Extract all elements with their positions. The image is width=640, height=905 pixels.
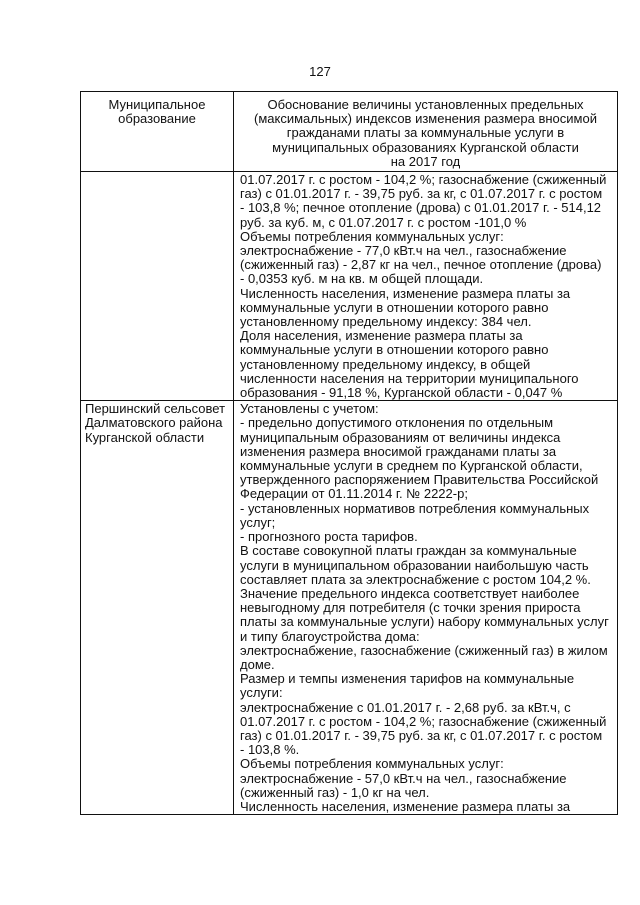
- text-line: коммунальные услуги в среднем по Курганской области,: [240, 458, 583, 474]
- text-line: газ) с 01.01.2017 г. - 39,75 руб. за кг, с 01.07.2017 г. с ростом: [240, 186, 603, 202]
- text-line: установленному предельному индексу: 384 чел.: [240, 314, 532, 330]
- header-text-line: Обоснование величины установленных предельных: [267, 97, 584, 112]
- header-text-line: (максимальных) индексов изменения размера вносимой: [254, 111, 597, 127]
- text-line: В составе совокупной платы граждан за коммунальные: [240, 543, 577, 559]
- text-line: Численность населения, изменение размера платы за: [240, 798, 571, 814]
- header-text-line: Муниципальное: [108, 97, 206, 112]
- header-municipality: [81, 92, 234, 172]
- text-line: - 103,8 %; печное отопление (дрова) с 01.01.2017 г. - 514,12: [240, 200, 602, 216]
- table-row: [81, 401, 618, 815]
- text-line: численности населения на территории муниципального: [240, 370, 579, 386]
- justification-cell: [234, 401, 618, 815]
- text-line: составляет плата за электроснабжение с ростом 104,2 %.: [240, 571, 591, 587]
- text-line: платы за коммунальные услуги) набору коммунальных услуг: [240, 614, 609, 630]
- header-justification: [234, 92, 618, 172]
- municipality-cell: [81, 172, 234, 401]
- page-number: 127: [309, 64, 331, 79]
- text-line: утвержденного распоряжением Правительства Российской: [240, 472, 599, 488]
- text-line: услуги:: [240, 685, 283, 701]
- text-line: - установленных нормативов потребления коммунальных: [240, 500, 590, 516]
- text-line: Значение предельного индекса соответствует наиболее: [240, 585, 580, 601]
- text-line: Численность населения, изменение размера платы за: [240, 285, 571, 301]
- text-line: и типу благоустройства дома:: [240, 628, 420, 644]
- text-line: (сжиженный газ) - 1,0 кг на чел.: [240, 784, 430, 800]
- text-line: Федерации от 01.11.2014 г. № 2222-р;: [240, 486, 468, 502]
- text-line: коммунальные услуги в отношении которого равно: [240, 342, 549, 358]
- text-line: Объемы потребления коммунальных услуг:: [240, 228, 504, 244]
- text-line: услуги в муниципальном образовании наибольшую часть: [240, 557, 589, 573]
- municipality-name-line: Першинский сельсовет: [85, 401, 226, 417]
- text-line: 01.07.2017 г. с ростом - 104,2 %; газоснабжение (сжиженный: [240, 713, 607, 729]
- municipality-name-line: Курганской области: [85, 429, 205, 445]
- text-line: коммунальные услуги в отношении которого равно: [240, 299, 549, 315]
- text-line: 01.07.2017 г. с ростом - 104,2 %; газоснабжение (сжиженный: [240, 172, 607, 188]
- municipality-name-line: Далматовского района: [85, 415, 223, 431]
- header-text-line: образование: [118, 111, 196, 127]
- text-line: образования - 91,18 %, Курганской области - 0,047 %: [240, 385, 563, 401]
- header-text-line: муниципальных образованиях Курганской области: [272, 139, 579, 155]
- text-line: доме.: [240, 656, 275, 672]
- text-line: муниципальным образованиям от величины индекса: [240, 429, 561, 445]
- text-line: невыгодному для потребителя (с точки зрения прироста: [240, 600, 581, 616]
- text-line: - прогнозного роста тарифов.: [240, 529, 418, 545]
- text-line: Установлены с учетом:: [240, 401, 379, 417]
- municipality-cell: [81, 401, 234, 815]
- justification-cell: [234, 172, 618, 401]
- text-line: (сжиженный газ) - 2,87 кг на чел., печное отопление (дрова): [240, 257, 602, 273]
- justification-table: [80, 91, 618, 815]
- text-line: электроснабжение с 01.01.2017 г. - 2,68 руб. за кВт.ч, с: [240, 699, 571, 715]
- text-line: - 0,0353 куб. м на кв. м общей площади.: [240, 271, 484, 287]
- text-line: электроснабжение - 57,0 кВт.ч на чел., газоснабжение: [240, 770, 567, 786]
- text-line: - предельно допустимого отклонения по отдельным: [240, 415, 554, 431]
- text-line: установленному предельному индексу, в общей: [240, 356, 531, 372]
- text-line: электроснабжение - 77,0 кВт.ч на чел., газоснабжение: [240, 243, 567, 259]
- text-line: электроснабжение, газоснабжение (сжиженный газ) в жилом: [240, 642, 608, 658]
- text-line: газ) с 01.01.2017 г. - 39,75 руб. за кг, с 01.07.2017 г. с ростом: [240, 727, 603, 743]
- text-line: услуг;: [240, 514, 276, 530]
- header-text-line: на 2017 год: [390, 153, 461, 169]
- table-header-row: [81, 92, 618, 172]
- table-row: [81, 172, 618, 401]
- text-line: Объемы потребления коммунальных услуг:: [240, 756, 504, 772]
- text-line: Доля населения, изменение размера платы за: [240, 328, 523, 344]
- text-line: Размер и темпы изменения тарифов на коммунальные: [240, 671, 575, 687]
- text-line: руб. за куб. м, с 01.07.2017 г. с ростом -101,0 %: [240, 214, 527, 230]
- text-line: изменения размера вносимой гражданами платы за: [240, 443, 557, 459]
- header-text-line: гражданами платы за коммунальные услуги в: [286, 125, 565, 141]
- text-line: - 103,8 %.: [240, 742, 300, 758]
